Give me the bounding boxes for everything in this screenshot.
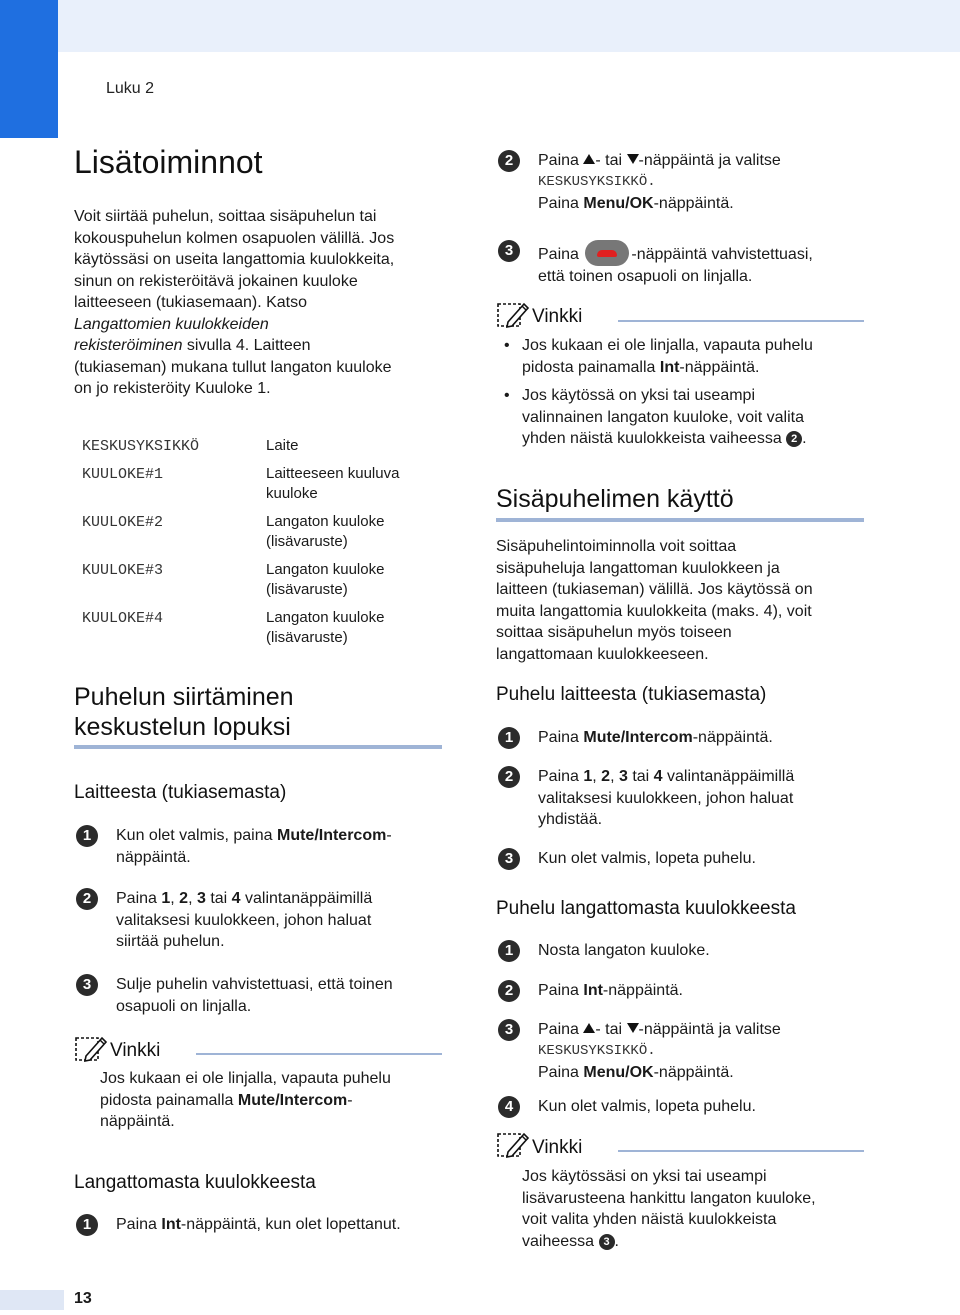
intro-line: on jo rekisteröity Kuuloke 1. bbox=[74, 380, 271, 397]
note-rule bbox=[618, 320, 864, 322]
text: Jos kukaan ei ole linjalla, vapauta puhelu bbox=[100, 1070, 391, 1087]
subsection-heading: Langattomasta kuulokkeesta bbox=[74, 1172, 316, 1193]
step-reference: 2 bbox=[786, 431, 802, 447]
key-label: Menu/OK bbox=[583, 1064, 654, 1081]
step-number: 3 bbox=[498, 240, 520, 262]
step-number: 1 bbox=[76, 825, 98, 847]
text: pidosta painamalla bbox=[522, 358, 660, 376]
note-title: Vinkki bbox=[110, 1040, 161, 1061]
text: Paina bbox=[538, 152, 584, 169]
text: lisävarusteena hankittu langaton kuuloke, bbox=[522, 1189, 816, 1207]
text: valinnainen langaton kuuloke, voit valita bbox=[522, 408, 804, 426]
text: laitteen (tukiaseman) välillä. Jos käytössä on bbox=[496, 581, 813, 598]
table-desc-line: Laitteeseen kuuluva bbox=[266, 465, 400, 482]
chapter-tab bbox=[0, 0, 58, 138]
step-number: 2 bbox=[498, 150, 520, 172]
step-number: 1 bbox=[498, 727, 520, 749]
text: yhdistää. bbox=[538, 811, 603, 828]
step-text bbox=[116, 1214, 401, 1236]
table-code: KUULOKE#1 bbox=[82, 466, 164, 483]
footer-bar bbox=[0, 1290, 64, 1310]
text: -näppäintä. bbox=[679, 358, 760, 376]
step-number: 2 bbox=[498, 766, 520, 788]
step-text: Nosta langaton kuuloke. bbox=[538, 942, 710, 959]
step-text bbox=[538, 980, 683, 1002]
text: valitaksesi kuulokkeen, johon haluat bbox=[538, 789, 794, 807]
step-text bbox=[538, 240, 813, 288]
heading-line: keskustelun lopuksi bbox=[74, 713, 291, 741]
note-body bbox=[100, 1068, 391, 1133]
text: -näppäintä. bbox=[602, 982, 683, 999]
note-title: Vinkki bbox=[532, 306, 583, 327]
up-arrow-icon bbox=[583, 1023, 595, 1033]
note-title: Vinkki bbox=[532, 1137, 583, 1158]
text: Paina bbox=[538, 195, 584, 212]
table-desc: Laite bbox=[266, 437, 299, 454]
up-arrow-icon bbox=[583, 154, 595, 164]
key-label: 3 bbox=[196, 890, 206, 907]
step-number: 4 bbox=[498, 1096, 520, 1118]
step-number: 1 bbox=[498, 940, 520, 962]
step-reference: 3 bbox=[599, 1234, 615, 1250]
text: • Jos käytössä on yksi tai useampi bbox=[522, 387, 755, 404]
section-heading bbox=[74, 682, 294, 742]
text: Jos käytössäsi on yksi tai useampi bbox=[522, 1168, 767, 1185]
table-desc bbox=[266, 608, 384, 648]
key-label: 3 bbox=[618, 768, 628, 785]
key-label: Int bbox=[161, 1216, 181, 1233]
step-text: Kun olet valmis, lopeta puhelu. bbox=[538, 850, 756, 867]
section-heading: Sisäpuhelimen käyttö bbox=[496, 485, 734, 513]
step-number: 3 bbox=[76, 974, 98, 996]
end-call-button-icon bbox=[585, 240, 629, 266]
step-number: 2 bbox=[498, 980, 520, 1002]
text: langattomaan kuulokkeeseen. bbox=[496, 645, 709, 663]
step-text bbox=[116, 974, 393, 1017]
key-label: Mute/Intercom bbox=[276, 827, 387, 844]
page-title: Lisätoiminnot bbox=[74, 144, 263, 180]
step-text bbox=[116, 888, 372, 953]
step-text bbox=[538, 766, 794, 831]
intro-line: sinun on rekisteröitävä jokainen kuuloke bbox=[74, 272, 358, 290]
text: näppäintä. bbox=[100, 1113, 175, 1130]
chapter-label: Luku 2 bbox=[106, 80, 155, 97]
intro-line: laitteeseen (tukiasemaan). Katso bbox=[74, 294, 308, 311]
text: Paina bbox=[538, 1064, 584, 1081]
text: -näppäintä. bbox=[692, 729, 773, 746]
key-label: Int bbox=[583, 982, 603, 999]
step-number: 3 bbox=[498, 848, 520, 870]
text: , bbox=[188, 890, 197, 907]
step-text: Kun olet valmis, lopeta puhelu. bbox=[538, 1098, 756, 1115]
text: siirtää puhelun. bbox=[116, 933, 225, 950]
key-label: 4 bbox=[653, 768, 663, 785]
lcd-text: KESKUSYKSIKKÖ. bbox=[538, 173, 656, 190]
table-desc-line: kuuloke bbox=[266, 485, 318, 502]
subsection-heading: Puhelu langattomasta kuulokkeesta bbox=[496, 898, 796, 919]
text: valitaksesi kuulokkeen, johon haluat bbox=[116, 911, 372, 929]
intro-line: kokouspuhelun kolmen osapuolen välillä. Jos bbox=[74, 229, 395, 247]
text: valintanäppäimillä bbox=[662, 768, 795, 785]
text: -näppäintä ja valitse bbox=[638, 1021, 781, 1038]
heading-rule bbox=[74, 745, 442, 749]
text: tai bbox=[627, 768, 654, 785]
text: -näppäintä vahvistettuasi, bbox=[631, 246, 813, 263]
text: -näppäintä. bbox=[653, 195, 734, 212]
step-text bbox=[538, 727, 773, 749]
table-desc-line: Langaton kuuloke bbox=[266, 609, 385, 626]
text: . bbox=[614, 1232, 619, 1250]
text: muita langattomia kuulokkeita (maks. 4), voit bbox=[496, 602, 812, 620]
text: pidosta painamalla bbox=[100, 1091, 238, 1109]
text: , bbox=[610, 768, 619, 785]
key-label: Int bbox=[659, 358, 680, 376]
note-rule bbox=[618, 1150, 864, 1152]
intro-line: käytössäsi on useita langattomia kuulokkeita, bbox=[74, 251, 395, 268]
intro-line: sivulla 4. Laitteen bbox=[182, 337, 311, 354]
xref-link[interactable]: rekisteröiminen bbox=[74, 337, 183, 354]
table-desc-line: (lisävaruste) bbox=[266, 533, 348, 550]
heading-rule bbox=[496, 518, 864, 522]
text: Paina bbox=[538, 1021, 584, 1038]
text: Paina bbox=[538, 246, 584, 263]
xref-link[interactable]: Langattomien kuulokkeiden bbox=[74, 315, 269, 333]
table-desc-line: (lisävaruste) bbox=[266, 629, 348, 646]
table-desc bbox=[266, 560, 384, 600]
step-number: 3 bbox=[498, 1019, 520, 1041]
table-desc-line: Langaton kuuloke bbox=[266, 561, 385, 578]
note-pencil-icon bbox=[74, 1034, 108, 1064]
text: Paina bbox=[538, 768, 584, 785]
down-arrow-icon bbox=[627, 1023, 639, 1033]
table-code: KUULOKE#3 bbox=[82, 562, 164, 579]
key-label: 1 bbox=[161, 890, 171, 907]
key-label: Mute/Intercom bbox=[237, 1091, 348, 1109]
text: voit valita yhden näistä kuulokkeista bbox=[522, 1211, 777, 1228]
table-desc-line: (lisävaruste) bbox=[266, 581, 348, 598]
intercom-paragraph bbox=[496, 536, 813, 665]
text: - bbox=[347, 1091, 353, 1109]
table-desc bbox=[266, 512, 384, 552]
text: - tai bbox=[595, 152, 627, 169]
subsection-heading: Laitteesta (tukiasemasta) bbox=[74, 782, 287, 803]
note-pencil-icon bbox=[496, 1130, 530, 1160]
text: että toinen osapuoli on linjalla. bbox=[538, 268, 753, 285]
table-code: KUULOKE#4 bbox=[82, 610, 164, 627]
intro-line: (tukiaseman) mukana tullut langaton kuuloke bbox=[74, 358, 392, 376]
lcd-text: KESKUSYKSIKKÖ. bbox=[538, 1042, 656, 1059]
intro-paragraph bbox=[74, 206, 454, 400]
note-pencil-icon bbox=[496, 300, 530, 330]
note-rule bbox=[196, 1053, 442, 1055]
subsection-heading: Puhelu laitteesta (tukiasemasta) bbox=[496, 684, 767, 705]
heading-line: Puhelun siirtäminen bbox=[74, 683, 294, 711]
step-text bbox=[538, 150, 781, 215]
note-body bbox=[522, 1166, 816, 1252]
text: , bbox=[592, 768, 602, 785]
text: - tai bbox=[595, 1021, 627, 1038]
text: -näppäintä, kun olet lopettanut. bbox=[180, 1216, 401, 1233]
table-code: KESKUSYKSIKKÖ bbox=[82, 438, 200, 455]
key-label: 4 bbox=[231, 890, 241, 907]
key-label: 2 bbox=[179, 890, 189, 907]
table-code: KUULOKE#2 bbox=[82, 514, 164, 531]
text: näppäintä. bbox=[116, 848, 191, 866]
note-bullet bbox=[522, 335, 813, 378]
text: - bbox=[386, 827, 392, 844]
down-arrow-icon bbox=[627, 154, 639, 164]
key-label: 2 bbox=[601, 768, 611, 785]
key-label: Menu/OK bbox=[583, 195, 654, 212]
text: -näppäintä. bbox=[653, 1064, 734, 1081]
step-text bbox=[538, 1019, 781, 1084]
text: Paina bbox=[538, 729, 584, 746]
text: • Jos kukaan ei ole linjalla, vapauta puhelu bbox=[522, 337, 813, 354]
text: osapuoli on linjalla. bbox=[116, 997, 252, 1015]
note-bullet bbox=[522, 385, 807, 450]
text: soittaa sisäpuhelun myös toiseen bbox=[496, 624, 732, 641]
text: sisäpuheluja langattoman kuulokkeen ja bbox=[496, 559, 780, 577]
text: Kun olet valmis, paina bbox=[116, 827, 277, 844]
text: Paina bbox=[116, 890, 162, 907]
text: valintanäppäimillä bbox=[240, 890, 373, 907]
key-label: Mute/Intercom bbox=[583, 729, 693, 746]
text: Paina bbox=[538, 982, 584, 999]
text: Sisäpuhelintoiminnolla voit soittaa bbox=[496, 538, 737, 555]
page-number: 13 bbox=[74, 1290, 92, 1307]
step-number: 1 bbox=[76, 1214, 98, 1236]
text: Paina bbox=[116, 1216, 162, 1233]
text: yhden näistä kuulokkeista vaiheessa bbox=[522, 430, 787, 447]
text: , bbox=[170, 890, 180, 907]
table-desc-line: Langaton kuuloke bbox=[266, 513, 385, 530]
text: . bbox=[802, 430, 807, 447]
intro-line: Voit siirtää puhelun, soittaa sisäpuhelun tai bbox=[74, 208, 377, 225]
text: tai bbox=[205, 890, 232, 907]
header-band bbox=[58, 0, 960, 52]
table-desc bbox=[266, 464, 399, 504]
step-text bbox=[116, 825, 392, 868]
step-number: 2 bbox=[76, 888, 98, 910]
text: vaiheessa bbox=[522, 1232, 599, 1250]
text: -näppäintä ja valitse bbox=[638, 152, 781, 169]
key-label: 1 bbox=[583, 768, 593, 785]
text: Sulje puhelin vahvistettuasi, että toinen bbox=[116, 976, 393, 993]
